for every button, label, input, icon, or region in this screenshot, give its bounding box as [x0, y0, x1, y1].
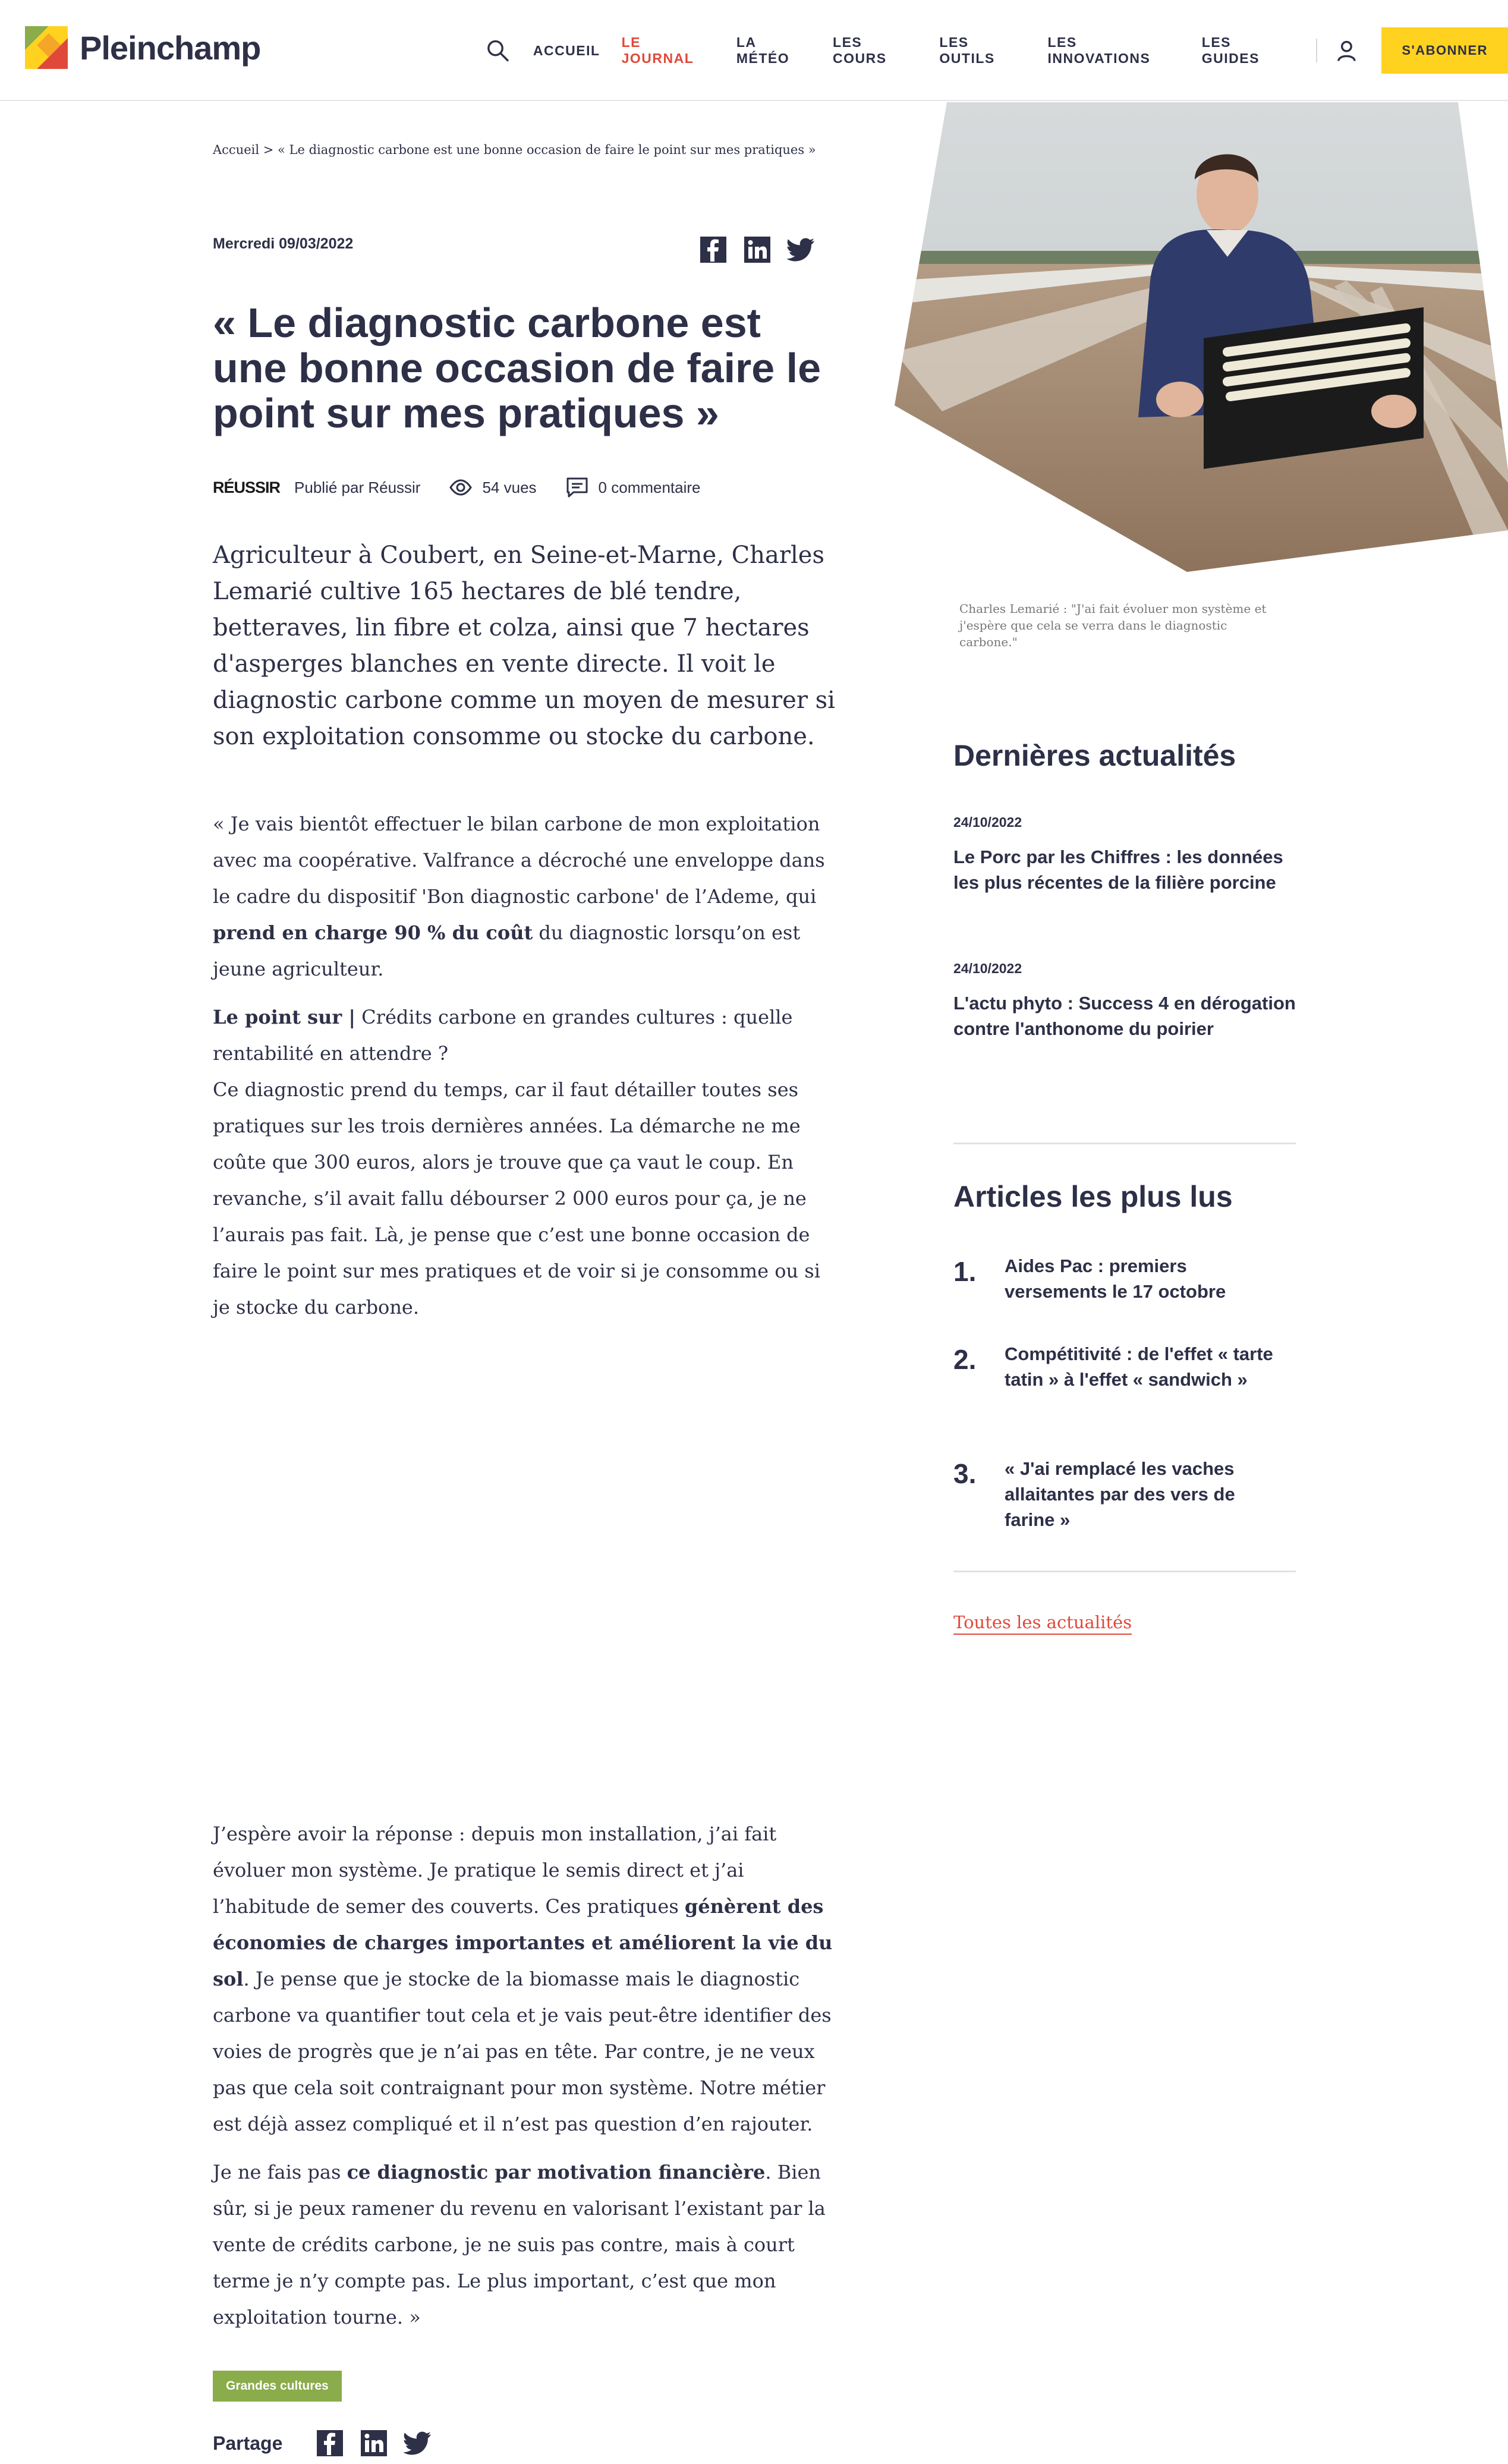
nav-la-meteo[interactable]: LA MÉTÉO: [736, 34, 790, 66]
most-read-link[interactable]: « J'ai remplacé les vaches allaitantes par des vers de farine »: [1005, 1458, 1235, 1530]
rank-number: 3.: [953, 1458, 977, 1489]
news-link[interactable]: L'actu phyto : Success 4 en dérogation contre l'anthonome du poirier: [953, 993, 1296, 1039]
article-title: « Le diagnostic carbone est une bonne occasion de faire le point sur mes pratiques »: [213, 300, 821, 436]
paragraph-1: [213, 806, 837, 987]
p3-text-c: . Je pense que je stocke de la biomasse mais le diagnostic carbone va quantifier tout cela et je vais peut-être identifier des voies de progrès que je n’ai pas en tête. Par contre, je ne veux pas que cela soit contraignant pour mon système. Notre métier est déjà assez compliqué et il n’est pas question d’en rajouter.: [213, 1968, 832, 2135]
comments-count[interactable]: [565, 476, 701, 499]
news-link[interactable]: Le Porc par les Chiffres : les données les plus récentes de la filière porcine: [953, 846, 1283, 893]
all-news-link[interactable]: Toutes les actualités: [953, 1612, 1132, 1635]
published-by: Publié par Réussir: [294, 478, 421, 496]
article-body-part-1: [213, 806, 837, 1338]
p3-text-a: J’espère avoir la réponse : depuis mon installation, j’ai fait évoluer mon système. Je pratique le semis direct et j’ai l’habitude de semer des couverts. Ces pratiques: [213, 1823, 777, 1918]
nav-les-cours[interactable]: LES COURS: [833, 34, 887, 66]
breadcrumb[interactable]: Accueil > « Le diagnostic carbone est une bonne occasion de faire le point sur mes pratiques »: [213, 143, 816, 157]
p1-text-a: « Je vais bientôt effectuer le bilan carbone de mon exploitation avec ma coopérative. Valfrance a décroché une enveloppe dans le cadre du dispositif 'Bon diagnostic carbone' de l’Ademe, qui: [213, 813, 825, 908]
p3-bold: génèrent des économies de charges importantes et améliorent la vie du sol: [213, 1895, 833, 1990]
rank-number: 1.: [953, 1256, 977, 1287]
rank-number: 2.: [953, 1344, 977, 1375]
share-top: [699, 235, 816, 264]
logo-text: Pleinchamp: [80, 29, 261, 67]
article-photo: [895, 102, 1508, 572]
site-logo[interactable]: [25, 26, 260, 69]
search-icon[interactable]: [486, 39, 509, 62]
subscribe-button[interactable]: S'ABONNER: [1381, 27, 1508, 74]
article-body-part-2: [213, 1816, 837, 2347]
site-header: [0, 0, 1508, 101]
eye-icon: [449, 476, 473, 499]
related-article-link[interactable]: Crédits carbone en grandes cultures : quelle rentabilité en attendre ?: [213, 1006, 793, 1065]
p1-bold: prend en charge 90 % du coût: [213, 921, 533, 944]
most-read-heading: Articles les plus lus: [953, 1180, 1233, 1213]
nav-les-guides[interactable]: LES GUIDES: [1201, 34, 1260, 66]
most-read-link[interactable]: Aides Pac : premiers versements le 17 octobre: [1005, 1255, 1226, 1302]
main-nav: [486, 31, 1508, 70]
paragraph-4: [213, 2154, 837, 2336]
nav-les-outils[interactable]: LES OUTILS: [939, 34, 995, 66]
views-count: [449, 476, 536, 499]
reussir-logo[interactable]: RÉUSSIR: [213, 478, 281, 496]
user-account-icon[interactable]: [1335, 39, 1358, 62]
share-label: Partage: [213, 2432, 283, 2454]
paragraph-3: [213, 1816, 837, 2142]
sidebar-divider: [953, 1571, 1296, 1572]
nav-divider: [1316, 39, 1317, 62]
le-point-sur-label: Le point sur |: [213, 1006, 355, 1028]
photo-caption: Charles Lemarié : "J'ai fait évoluer mon système et j'espère que cela se verra dans le diagnostic carbone.": [959, 602, 1267, 649]
linkedin-icon[interactable]: [743, 235, 772, 264]
p2-text: Ce diagnostic prend du temps, car il faut détailler toutes ses pratiques sur les trois dernières années. La démarche ne me coûte que 300 euros, alors je trouve que ça vaut le coup. En revanche, s’il avait fallu débourser 2 000 euros pour ça, je ne l’aurais pas fait. Là, je pense que c’est une bonne occasion de faire le point sur mes pratiques et de voir si je consomme ou si je stocke du carbone.: [213, 1078, 820, 1318]
paragraph-2: [213, 999, 837, 1326]
sidebar-divider: [953, 1143, 1296, 1144]
pleinchamp-logo-icon: [25, 26, 68, 69]
linkedin-icon[interactable]: [360, 2429, 388, 2457]
news-date: 24/10/2022: [953, 814, 1022, 830]
nav-accueil[interactable]: ACCUEIL: [533, 42, 600, 58]
share-bottom: [213, 2429, 432, 2457]
latest-news-heading: Dernières actualités: [953, 739, 1236, 772]
article-lead: Agriculteur à Coubert, en Seine-et-Marne, Charles Lemarié cultive 165 hectares de blé tendre, betteraves, lin fibre et colza, ainsi que 7 hectares d'asperges blanches en vente directe. Il voit le diagnostic carbone comme un moyen de mesurer si son exploitation consomme ou stocke du carbone.: [213, 542, 835, 750]
twitter-icon[interactable]: [404, 2429, 432, 2457]
most-read-link[interactable]: Compétitivité : de l'effet « tarte tatin » à l'effet « sandwich »: [1005, 1343, 1273, 1390]
article-date: Mercredi 09/03/2022: [213, 235, 354, 252]
facebook-icon[interactable]: [316, 2429, 344, 2457]
comment-icon: [565, 476, 589, 499]
p4-bold: ce diagnostic par motivation financière: [347, 2161, 766, 2183]
nav-les-innovations[interactable]: LES INNOVATIONS: [1047, 34, 1151, 66]
comments-label: 0 commentaire: [598, 478, 701, 496]
views-label: 54 vues: [482, 478, 537, 496]
nav-le-journal[interactable]: LE JOURNAL: [621, 34, 694, 66]
p1-text-c: du diagnostic lorsqu’on est jeune agriculteur.: [213, 921, 801, 980]
twitter-icon[interactable]: [787, 235, 816, 264]
news-date: 24/10/2022: [953, 961, 1022, 976]
category-tag[interactable]: Grandes cultures: [213, 2371, 342, 2402]
p4-text-c: . Bien sûr, si je peux ramener du revenu en valorisant l’existant par la vente de crédits carbone, je ne suis pas contre, mais à court terme je n’y compte pas. Le plus important, c’est que mon exploitation tourne. »: [213, 2161, 826, 2328]
article-meta: [213, 476, 729, 499]
p4-text-a: Je ne fais pas: [213, 2161, 347, 2183]
facebook-icon[interactable]: [699, 235, 728, 264]
